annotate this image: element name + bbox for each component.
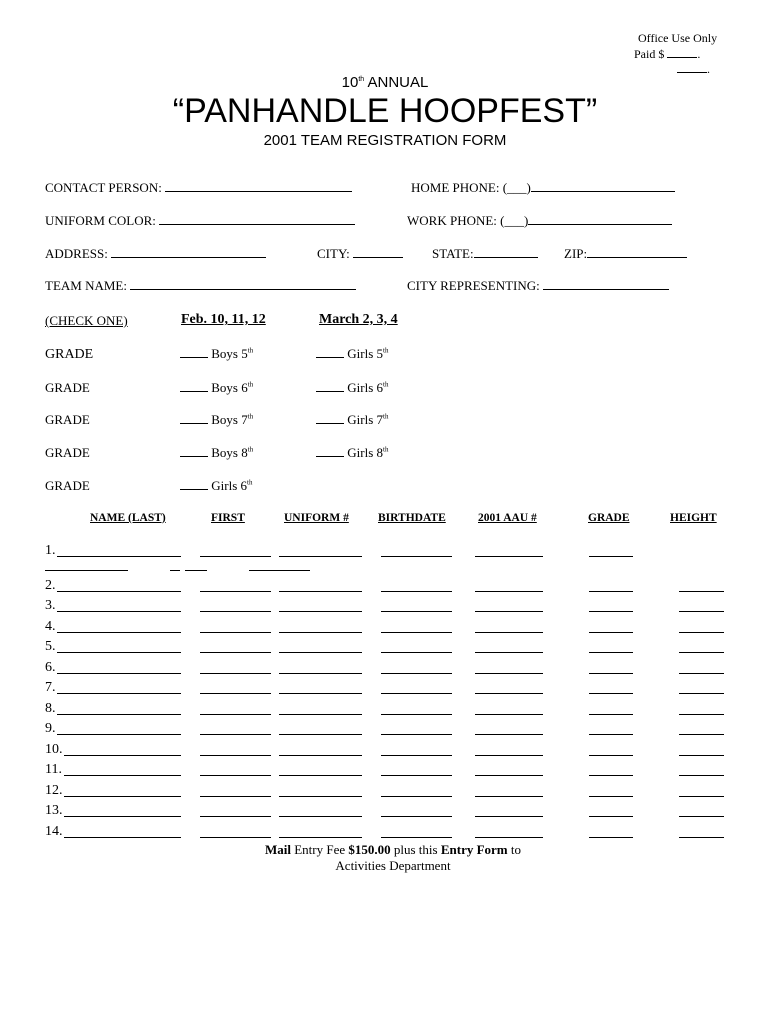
zip-field xyxy=(564,246,687,262)
grade-sup: th xyxy=(247,445,254,454)
height-input[interactable] xyxy=(679,632,724,633)
grade-label: GRADE xyxy=(45,347,94,362)
header-height: HEIGHT xyxy=(670,512,717,524)
footer-entry-fee: Entry Fee xyxy=(290,842,349,857)
city-field xyxy=(317,246,403,262)
paid-field: Paid $ . xyxy=(634,47,701,61)
first-input[interactable] xyxy=(200,693,271,694)
contact-person-input[interactable] xyxy=(165,180,352,192)
name-last-input[interactable] xyxy=(64,837,181,838)
birthdate-input[interactable] xyxy=(381,816,452,817)
grade-input[interactable] xyxy=(589,611,633,612)
uniform-input[interactable] xyxy=(279,591,362,592)
uniform-color-input[interactable] xyxy=(159,213,355,225)
grade-checkbox[interactable] xyxy=(316,412,344,424)
grade-sup: th xyxy=(383,412,389,421)
grade-input[interactable] xyxy=(589,652,633,653)
aau-input[interactable] xyxy=(475,652,543,653)
name-last-input[interactable] xyxy=(64,775,181,776)
page-title: “PANHANDLE HOOPFEST” xyxy=(172,92,598,130)
grade-sup: th xyxy=(383,380,389,389)
grade-option-label: Boys 5 xyxy=(211,346,248,361)
paid-label: Paid $ xyxy=(634,47,665,61)
city-input[interactable] xyxy=(353,246,403,258)
first-input[interactable] xyxy=(200,816,271,817)
work-phone-field xyxy=(407,213,672,229)
grade-input[interactable] xyxy=(589,673,633,674)
grade-option-label: Girls 5 xyxy=(347,346,383,361)
birthdate-input[interactable] xyxy=(381,755,452,756)
grade-input[interactable] xyxy=(589,796,633,797)
first-input[interactable] xyxy=(200,673,271,674)
grade-checkbox[interactable] xyxy=(180,412,208,424)
first-input[interactable] xyxy=(200,796,271,797)
aau-input[interactable] xyxy=(475,796,543,797)
grade-option-girls-8 xyxy=(316,445,388,461)
height-input[interactable] xyxy=(679,673,724,674)
annual-number: 10 xyxy=(341,74,359,91)
name-last-input[interactable] xyxy=(57,556,181,557)
grade-option-label: Girls 6 xyxy=(211,478,247,493)
grade-label: GRADE xyxy=(45,445,90,460)
first-input[interactable] xyxy=(200,632,271,633)
header-name-last: NAME (LAST) xyxy=(90,512,166,524)
name-last-input[interactable] xyxy=(57,632,181,633)
first-input[interactable] xyxy=(200,652,271,653)
uniform-input[interactable] xyxy=(279,611,362,612)
height-input[interactable] xyxy=(679,775,724,776)
uniform-input[interactable] xyxy=(279,796,362,797)
address-label: ADDRESS: xyxy=(45,246,108,261)
grade-option-label: Boys 8 xyxy=(211,445,248,460)
uniform-input[interactable] xyxy=(279,693,362,694)
birthdate-input[interactable] xyxy=(381,632,452,633)
grade-option-label: Girls 7 xyxy=(347,412,383,427)
grade-input[interactable] xyxy=(589,714,633,715)
row-1-continuation-line[interactable] xyxy=(249,570,310,571)
state-label: STATE: xyxy=(432,246,474,261)
grade-option-girls-6 xyxy=(316,380,388,396)
aau-input[interactable] xyxy=(475,837,543,838)
name-last-input[interactable] xyxy=(57,611,181,612)
grade-checkbox[interactable] xyxy=(180,445,208,457)
row-number: 14. xyxy=(45,824,63,839)
grade-option-label: Boys 7 xyxy=(211,412,248,427)
grade-input[interactable] xyxy=(589,556,633,557)
first-input[interactable] xyxy=(200,755,271,756)
row-number: 10. xyxy=(45,742,63,757)
grade-checkbox[interactable] xyxy=(180,478,208,490)
birthdate-input[interactable] xyxy=(381,775,452,776)
uniform-input[interactable] xyxy=(279,734,362,735)
grade-input[interactable] xyxy=(589,837,633,838)
name-last-input[interactable] xyxy=(57,693,181,694)
grade-label: GRADE xyxy=(45,380,90,395)
work-phone-label: WORK PHONE: (___) xyxy=(407,213,529,228)
grade-input[interactable] xyxy=(589,632,633,633)
name-last-input[interactable] xyxy=(57,714,181,715)
aau-input[interactable] xyxy=(475,611,543,612)
birthdate-input[interactable] xyxy=(381,714,452,715)
grade-input[interactable] xyxy=(589,734,633,735)
name-last-input[interactable] xyxy=(64,796,181,797)
city-representing-field xyxy=(407,278,669,294)
aau-input[interactable] xyxy=(475,816,543,817)
uniform-input[interactable] xyxy=(279,775,362,776)
grade-sup: th xyxy=(247,478,253,487)
aau-input[interactable] xyxy=(475,714,543,715)
header-aau: 2001 AAU # xyxy=(478,512,537,524)
grade-option-label: Girls 6 xyxy=(347,380,383,395)
footer-department: Activities Department xyxy=(335,858,451,873)
row-number: 12. xyxy=(45,783,63,798)
grade-input[interactable] xyxy=(589,775,633,776)
row-number: 6. xyxy=(45,660,56,675)
height-input[interactable] xyxy=(679,837,724,838)
header-uniform: UNIFORM # xyxy=(284,512,349,524)
aau-input[interactable] xyxy=(475,591,543,592)
height-input[interactable] xyxy=(679,816,724,817)
uniform-color-label: UNIFORM COLOR: xyxy=(45,213,156,228)
grade-checkbox[interactable] xyxy=(180,380,208,392)
row-number: 4. xyxy=(45,619,56,634)
footer-mail: Mail xyxy=(264,842,291,857)
address-input[interactable] xyxy=(111,246,266,258)
city-representing-input[interactable] xyxy=(543,278,669,290)
office-use-title: Office Use Only xyxy=(638,31,718,45)
height-input[interactable] xyxy=(679,652,724,653)
first-input[interactable] xyxy=(200,591,271,592)
uniform-input[interactable] xyxy=(279,816,362,817)
row-number: 11. xyxy=(45,762,62,777)
date-option-feb: Feb. 10, 11, 12 xyxy=(181,312,266,327)
page-subtitle: 2001 TEAM REGISTRATION FORM xyxy=(263,132,507,149)
row-1-continuation-line[interactable] xyxy=(45,570,128,571)
grade-checkbox[interactable] xyxy=(316,346,344,358)
uniform-input[interactable] xyxy=(279,714,362,715)
name-last-input[interactable] xyxy=(57,591,181,592)
team-name-label: TEAM NAME: xyxy=(45,278,127,293)
footer-amount: $150.00 xyxy=(348,842,391,857)
date-option-march: March 2, 3, 4 xyxy=(319,312,398,327)
grade-label: GRADE xyxy=(45,412,90,427)
name-last-input[interactable] xyxy=(57,652,181,653)
uniform-color-field xyxy=(45,213,355,229)
row-number: 3. xyxy=(45,598,56,613)
birthdate-input[interactable] xyxy=(381,734,452,735)
uniform-input[interactable] xyxy=(279,837,362,838)
annual-sup: th xyxy=(358,76,365,83)
footer-entry-form: Entry Form xyxy=(440,842,508,857)
name-last-input[interactable] xyxy=(57,734,181,735)
uniform-input[interactable] xyxy=(279,632,362,633)
aau-input[interactable] xyxy=(475,734,543,735)
office-blank-line[interactable] xyxy=(677,61,707,73)
grade-label: GRADE xyxy=(45,478,90,493)
birthdate-input[interactable] xyxy=(381,652,452,653)
first-input[interactable] xyxy=(200,837,271,838)
birthdate-input[interactable] xyxy=(381,556,452,557)
aau-input[interactable] xyxy=(475,632,543,633)
home-phone-label: HOME PHONE: (___) xyxy=(411,180,531,195)
birthdate-input[interactable] xyxy=(381,837,452,838)
name-last-input[interactable] xyxy=(64,755,181,756)
row-number: 9. xyxy=(45,721,56,736)
zip-input[interactable] xyxy=(587,246,687,258)
row-number: 8. xyxy=(45,701,56,716)
city-representing-label: CITY REPRESENTING: xyxy=(407,278,540,293)
header-birthdate: BIRTHDATE xyxy=(378,512,446,524)
birthdate-input[interactable] xyxy=(381,693,452,694)
paid-amount-line[interactable] xyxy=(667,46,697,58)
row-number: 13. xyxy=(45,803,63,818)
row-1-continuation-line[interactable] xyxy=(185,570,207,571)
grade-option-girls-7 xyxy=(316,412,388,428)
grade-option-girls-6-extra xyxy=(180,478,252,494)
grade-input[interactable] xyxy=(589,693,633,694)
zip-label: ZIP: xyxy=(564,246,588,261)
height-input[interactable] xyxy=(679,591,724,592)
grade-checkbox[interactable] xyxy=(180,346,208,358)
address-field xyxy=(45,246,266,262)
height-input[interactable] xyxy=(679,796,724,797)
contact-person-label: CONTACT PERSON: xyxy=(45,180,162,195)
city-label: CITY: xyxy=(317,246,350,261)
footer-plus-this: plus this xyxy=(390,842,441,857)
grade-input[interactable] xyxy=(589,816,633,817)
row-number: 2. xyxy=(45,578,56,593)
header-first: FIRST xyxy=(211,512,245,524)
grade-sup: th xyxy=(247,380,254,389)
aau-input[interactable] xyxy=(475,775,543,776)
birthdate-input[interactable] xyxy=(381,591,452,592)
team-name-input[interactable] xyxy=(130,278,356,290)
uniform-input[interactable] xyxy=(279,556,362,557)
home-phone-field xyxy=(411,180,675,196)
grade-sup: th xyxy=(247,412,254,421)
grade-sup: th xyxy=(247,346,254,355)
work-phone-input[interactable] xyxy=(528,213,672,225)
height-input[interactable] xyxy=(679,734,724,735)
aau-input[interactable] xyxy=(475,673,543,674)
row-number: 5. xyxy=(45,639,56,654)
first-input[interactable] xyxy=(200,714,271,715)
grade-option-label: Boys 6 xyxy=(211,380,248,395)
state-input[interactable] xyxy=(474,246,538,258)
first-input[interactable] xyxy=(200,775,271,776)
aau-input[interactable] xyxy=(475,693,543,694)
team-name-field xyxy=(45,278,356,294)
office-extra-line: . xyxy=(677,61,710,77)
height-input[interactable] xyxy=(679,611,724,612)
home-phone-input[interactable] xyxy=(531,180,675,192)
grade-option-boys-6 xyxy=(180,380,253,396)
aau-input[interactable] xyxy=(475,755,543,756)
height-input[interactable] xyxy=(679,714,724,715)
first-input[interactable] xyxy=(200,611,271,612)
first-input[interactable] xyxy=(200,734,271,735)
header-grade: GRADE xyxy=(588,512,630,524)
uniform-input[interactable] xyxy=(279,652,362,653)
grade-option-girls-5 xyxy=(316,346,388,362)
birthdate-input[interactable] xyxy=(381,673,452,674)
grade-input[interactable] xyxy=(589,755,633,756)
grade-checkbox[interactable] xyxy=(316,445,344,457)
name-last-input[interactable] xyxy=(64,816,181,817)
row-number: 1. xyxy=(45,543,56,558)
grade-input[interactable] xyxy=(589,591,633,592)
footer-to: to xyxy=(507,842,522,857)
row-number: 7. xyxy=(45,680,56,695)
state-field xyxy=(432,246,538,262)
height-input[interactable] xyxy=(679,755,724,756)
uniform-input[interactable] xyxy=(279,755,362,756)
first-input[interactable] xyxy=(200,556,271,557)
row-1-continuation-line[interactable] xyxy=(170,570,180,571)
annual-line xyxy=(0,74,770,91)
name-last-input[interactable] xyxy=(57,673,181,674)
annual-word: ANNUAL xyxy=(367,74,429,91)
grade-sup: th xyxy=(383,346,389,355)
uniform-input[interactable] xyxy=(279,673,362,674)
aau-input[interactable] xyxy=(475,556,543,557)
grade-option-boys-5 xyxy=(180,346,253,362)
height-input[interactable] xyxy=(679,693,724,694)
grade-option-boys-8 xyxy=(180,445,253,461)
grade-option-label: Girls 8 xyxy=(347,445,383,460)
contact-person-field xyxy=(45,180,352,196)
grade-sup: th xyxy=(383,445,389,454)
check-one-label: (CHECK ONE) xyxy=(45,313,128,328)
grade-option-boys-7 xyxy=(180,412,253,428)
birthdate-input[interactable] xyxy=(381,611,452,612)
birthdate-input[interactable] xyxy=(381,796,452,797)
footer-instructions xyxy=(0,842,770,858)
grade-checkbox[interactable] xyxy=(316,380,344,392)
